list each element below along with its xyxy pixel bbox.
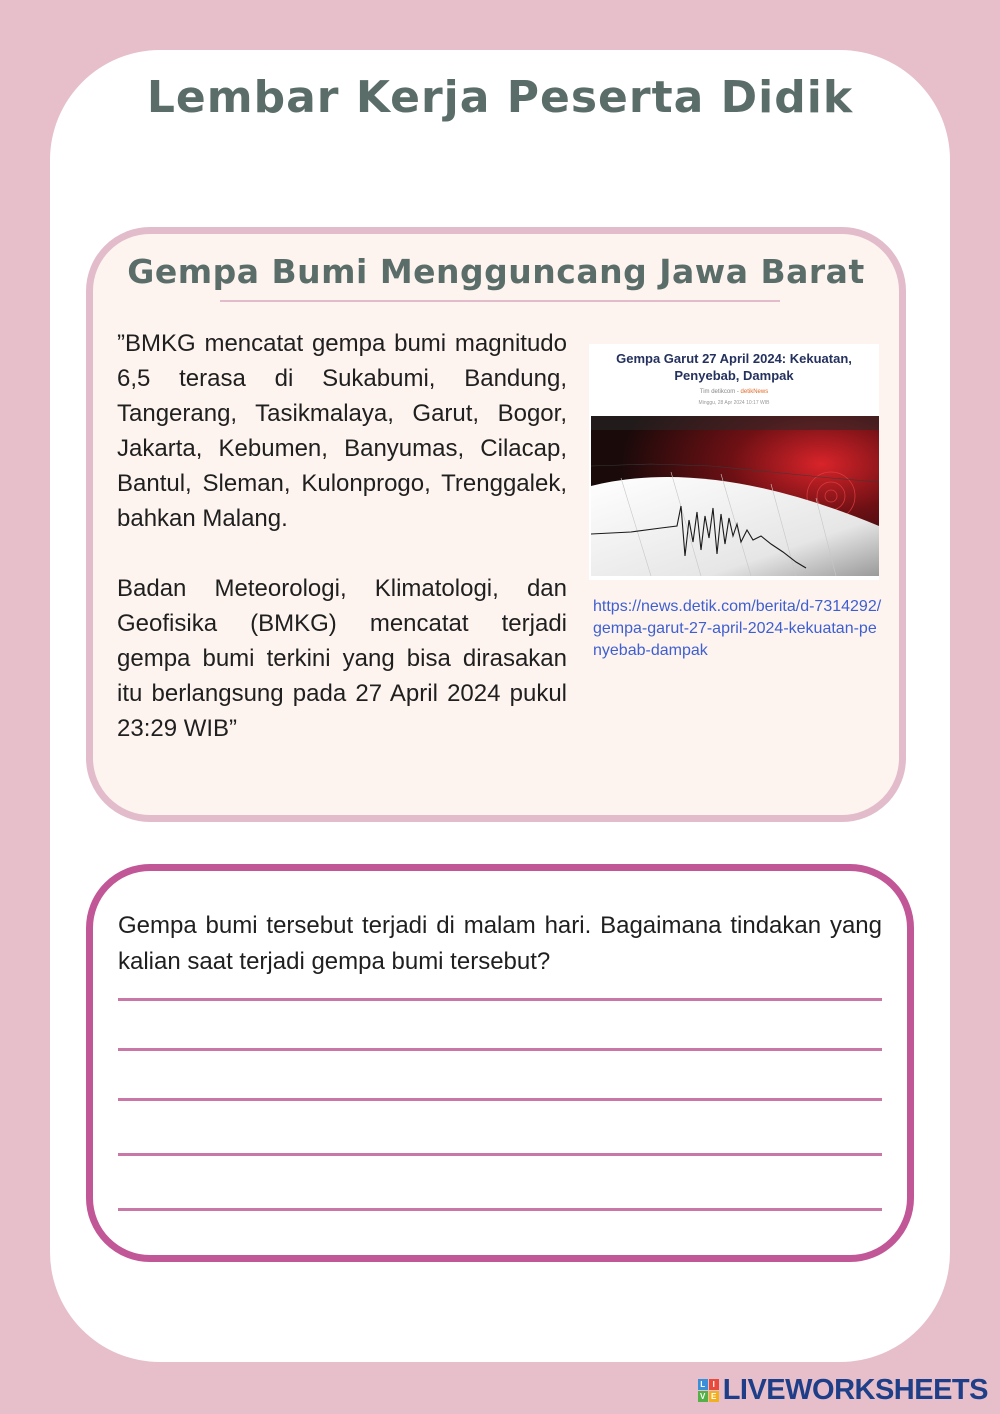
logo-letter: L (698, 1379, 708, 1390)
liveworksheets-logo-icon (698, 1379, 719, 1402)
watermark-text: LIVEWORKSHEETS (722, 1374, 988, 1406)
article-paragraph: ”BMKG mencatat gempa bumi magnitudo 6,5 terasa di Sukabumi, Bandung, Tangerang, Tasikmalaya, Garut, Bogor, Jakarta, Kebumen, Banyumas, Cilacap, Bantul, Sleman, Kulonprogo, Trenggalek, bahkan Malang. (117, 330, 567, 532)
answer-line[interactable] (118, 1208, 882, 1211)
article-card (86, 227, 906, 822)
news-byline-prefix: Tim detikcom - (699, 389, 741, 395)
answer-line[interactable] (118, 1153, 882, 1156)
article-paragraph: Badan Meteorologi, Klimatologi, dan Geofisika (BMKG) mencatat terjadi gempa bumi terkini yang bisa dirasakan itu berlangsung pada 27 April 2024 pukul 23:29 WIB” (117, 575, 567, 742)
article-body (117, 326, 567, 781)
source-link[interactable]: https://news.detik.com/berita/d-7314292/gempa-garut-27-april-2024-kekuatan-penyebab-dampak (593, 598, 882, 659)
title-divider (220, 300, 780, 302)
seismograph-image (591, 416, 879, 576)
answer-line[interactable] (118, 1098, 882, 1101)
logo-letter: E (709, 1391, 719, 1402)
article-title: Gempa Bumi Mengguncang Jawa Barat (127, 252, 865, 291)
news-date: Minggu, 28 Apr 2024 10:17 WIB (698, 400, 770, 406)
news-byline-brand: detikNews (740, 389, 769, 395)
worksheet-title: Lembar Kerja Peserta Didik (146, 72, 854, 123)
question-card (86, 864, 914, 1262)
answer-line[interactable] (118, 998, 882, 1001)
news-screenshot (589, 344, 879, 580)
logo-letter: I (709, 1379, 719, 1390)
liveworksheets-watermark (698, 1374, 988, 1407)
answer-line[interactable] (118, 1048, 882, 1051)
news-headline: Gempa Garut 27 April 2024: Kekuatan, Penyebab, Dampak (616, 351, 852, 383)
logo-letter: V (698, 1391, 708, 1402)
news-byline (589, 389, 879, 395)
question-text: Gempa bumi tersebut terjadi di malam hari. Bagaimana tindakan yang kalian saat terjadi gempa bumi tersebut? (118, 912, 882, 975)
